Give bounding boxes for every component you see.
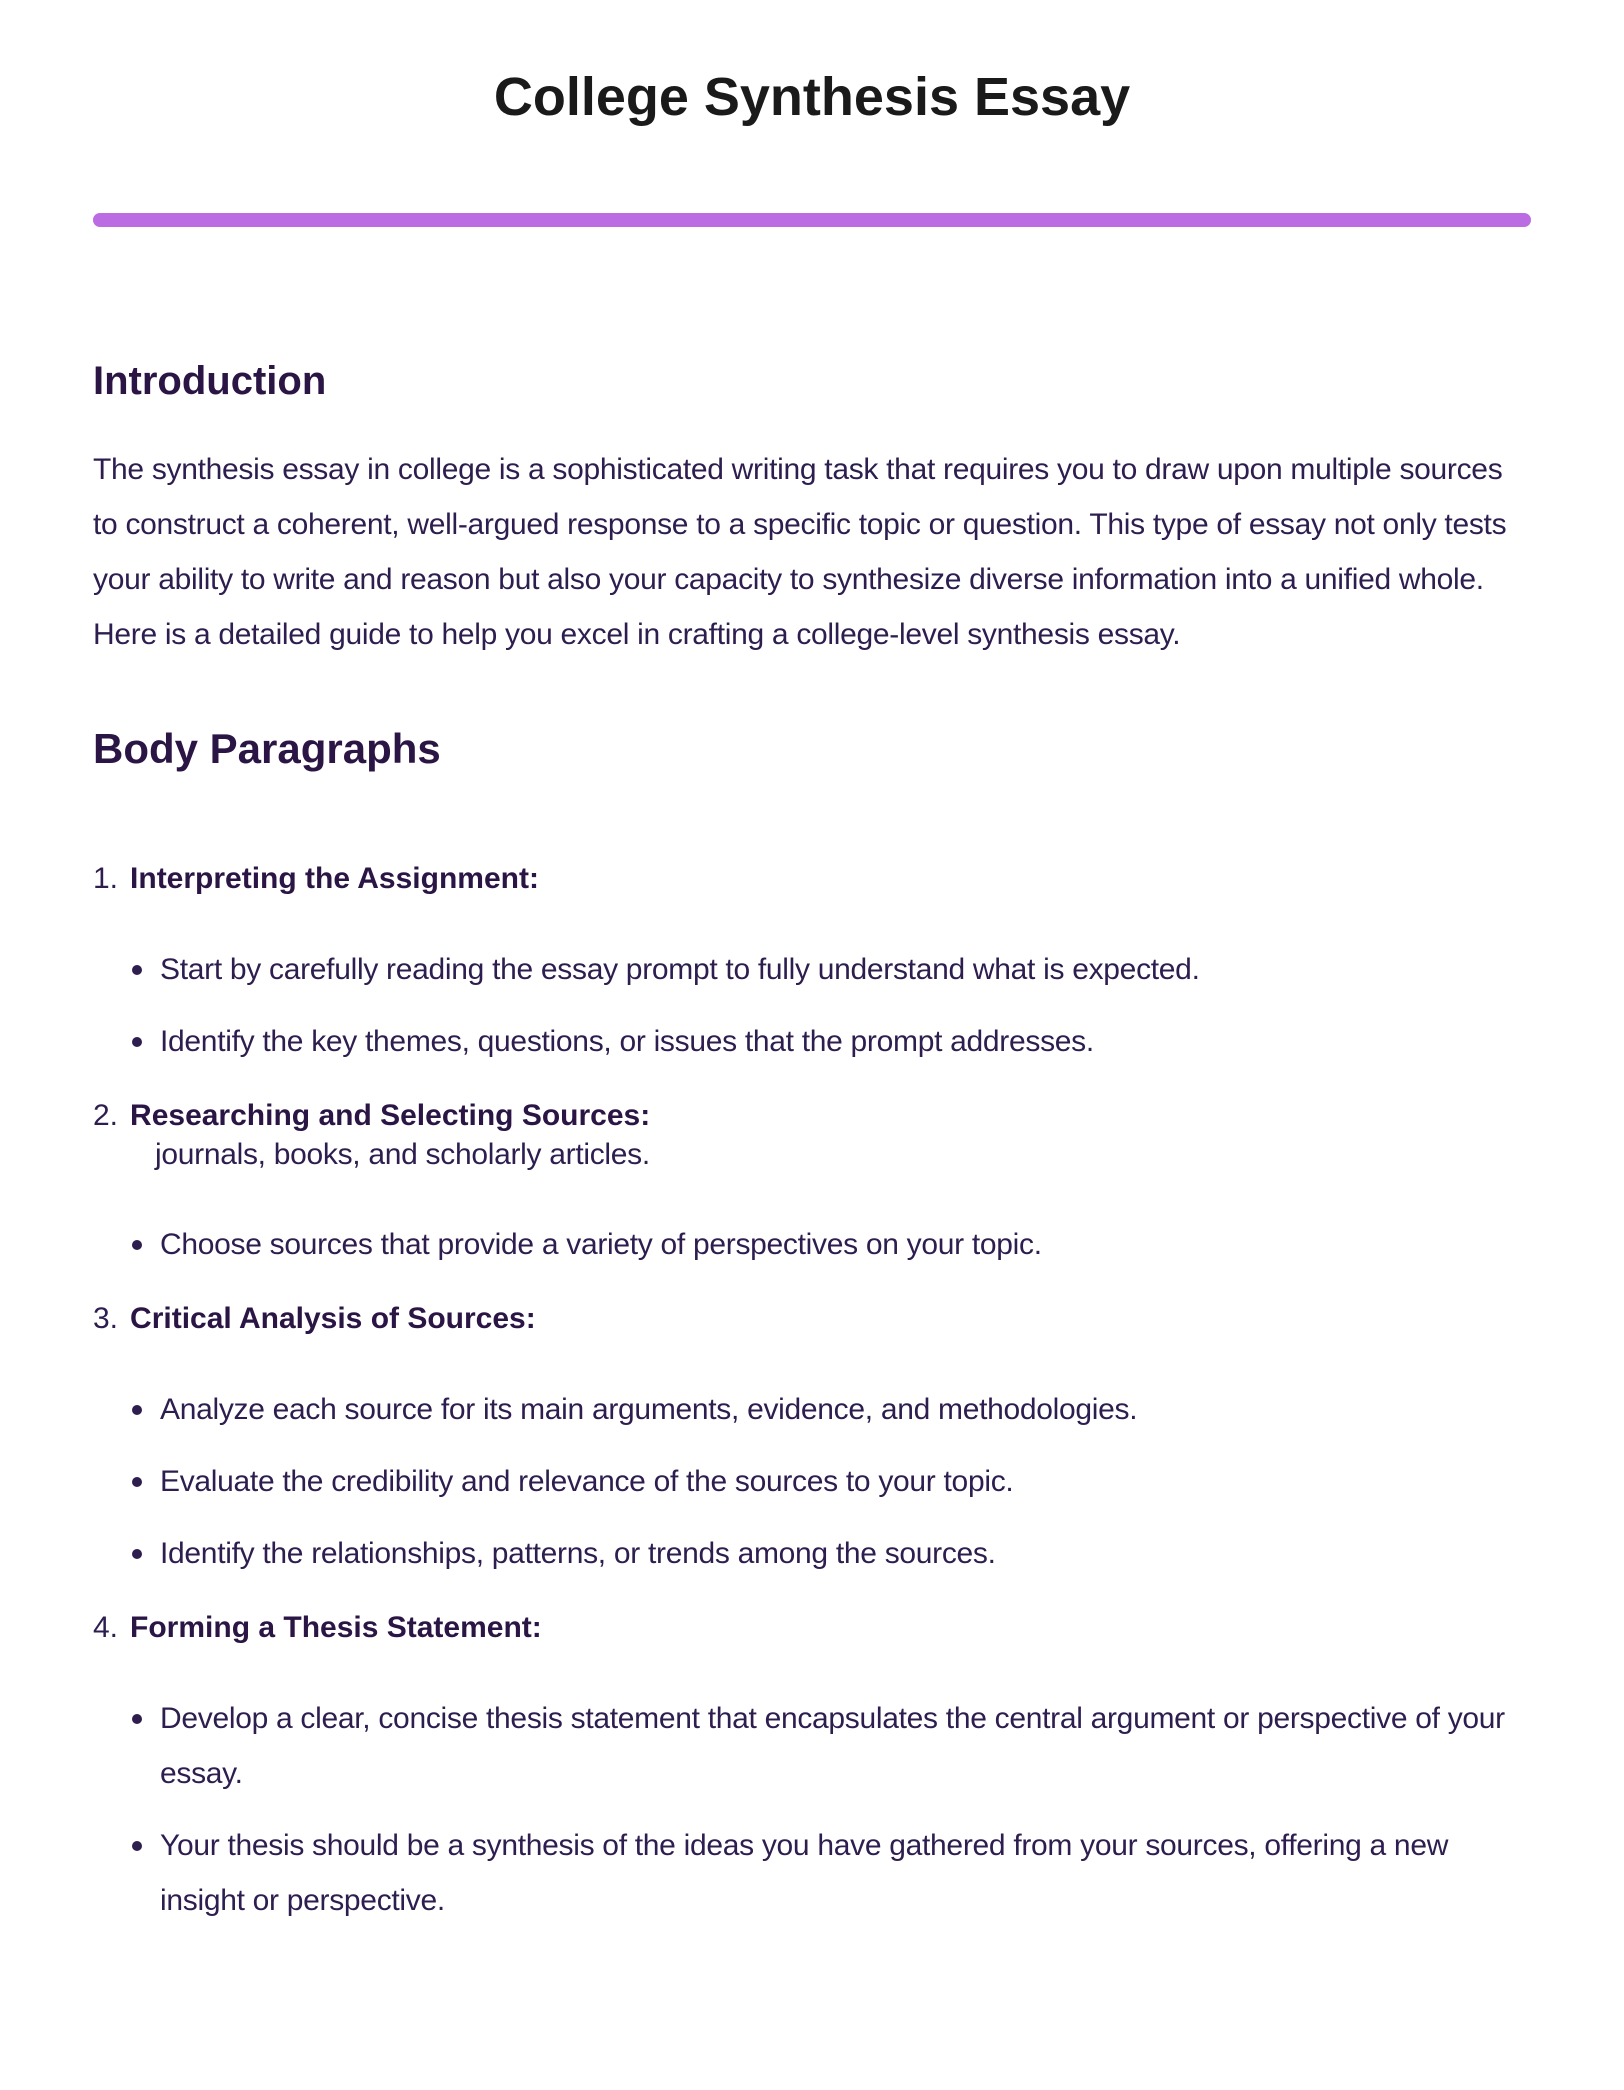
item-label: Interpreting the Assignment:: [130, 862, 539, 895]
list-item-heading: [93, 858, 1531, 900]
document-page: [0, 62, 1624, 1973]
bullet-dot-icon: [132, 1405, 142, 1415]
list-item-forming-a-thesis-statement: [93, 1607, 1531, 1928]
list-item-heading: [93, 1298, 1531, 1340]
page-title: College Synthesis Essay: [493, 67, 1131, 127]
clipped-text-line: [93, 1141, 1531, 1187]
item-label: Forming a Thesis Statement:: [130, 1611, 542, 1644]
bullet-text: Develop a clear, concise thesis statement that encapsulates the central argument or perspective of your essay.: [160, 1702, 1505, 1790]
bullet-dot-icon: [132, 1549, 142, 1559]
bullet-text: Start by carefully reading the essay prompt to fully understand what is expected.: [160, 953, 1200, 986]
bullet-item: [132, 1217, 1531, 1272]
bullet-dot-icon: [132, 1240, 142, 1250]
bullet-text: Evaluate the credibility and relevance of the sources to your topic.: [160, 1465, 1014, 1498]
list-item-researching-and-selecting-sources: [93, 1095, 1531, 1272]
item-number: 1.: [93, 862, 119, 895]
item-number: 3.: [93, 1302, 119, 1335]
list-item-heading: [93, 1095, 1531, 1137]
bullet-list: [93, 1217, 1531, 1272]
bullet-text: Choose sources that provide a variety of perspectives on your topic.: [160, 1228, 1042, 1261]
item-number: 2.: [93, 1099, 119, 1132]
bullet-item: [132, 1691, 1531, 1801]
bullet-item: [132, 1382, 1531, 1437]
item-label: Critical Analysis of Sources:: [130, 1302, 536, 1335]
bullet-dot-icon: [132, 965, 142, 975]
divider-line: [93, 213, 1531, 227]
item-number: 4.: [93, 1611, 119, 1644]
bullet-list: [93, 1691, 1531, 1928]
bullet-text: Analyze each source for its main arguments, evidence, and methodologies.: [160, 1393, 1138, 1426]
bullet-text: Identify the key themes, questions, or issues that the prompt addresses.: [160, 1025, 1094, 1058]
bullet-item: [132, 1526, 1531, 1581]
list-item-interpreting-the-assignment: [93, 858, 1531, 1069]
bullet-dot-icon: [132, 1841, 142, 1851]
section-heading-body-paragraphs: Body Paragraphs: [93, 725, 441, 772]
bullet-dot-icon: [132, 1477, 142, 1487]
bullet-item: [132, 1818, 1531, 1928]
numbered-list: [93, 858, 1531, 1928]
bullet-item: [132, 1454, 1531, 1509]
bullet-dot-icon: [132, 1714, 142, 1724]
bullet-text: Identify the relationships, patterns, or trends among the sources.: [160, 1537, 996, 1570]
list-item-critical-analysis-of-sources: [93, 1298, 1531, 1581]
list-item-heading: [93, 1607, 1531, 1649]
bullet-item: [132, 942, 1531, 997]
bullet-dot-icon: [132, 1037, 142, 1047]
bullet-list: [93, 1382, 1531, 1581]
bullet-item: [132, 1014, 1531, 1069]
bullet-list: [93, 942, 1531, 1069]
section-heading-introduction: Introduction: [93, 359, 327, 403]
introduction-paragraph: The synthesis essay in college is a sophisticated writing task that requires you to draw upon multiple sources to construct a coherent, well-argued response to a specific topic or question. This type of essay not only tests your ability to write and reason but also your capacity to synthesize diverse information into a unified whole. Here is a detailed guide to help you excel in crafting a college-level synthesis essay.: [93, 453, 1507, 651]
bullet-text: Your thesis should be a synthesis of the ideas you have gathered from your sources, offering a new insight or perspective.: [160, 1829, 1449, 1917]
clipped-text: journals, books, and scholarly articles.: [155, 1141, 650, 1171]
item-label: Researching and Selecting Sources:: [130, 1099, 651, 1132]
